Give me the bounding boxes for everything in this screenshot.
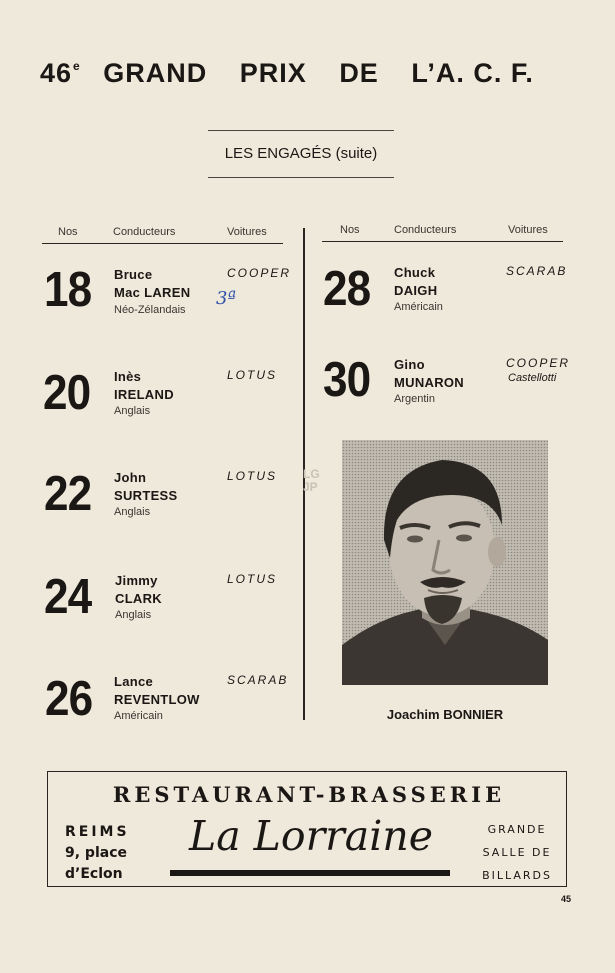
ad-title: RESTAURANT-BRASSERIE: [112, 782, 506, 807]
driver-last-name: Mac LAREN: [114, 285, 191, 300]
right-header-driver: Conducteurs: [394, 224, 457, 236]
edition-suffix: e: [73, 59, 81, 73]
title-word-4: L’A. C. F.: [411, 58, 534, 88]
driver-last-name: IRELAND: [114, 387, 174, 402]
driver-nationality: Américain: [114, 710, 163, 722]
driver-nationality: Anglais: [114, 506, 151, 518]
ad-underline-bar: [170, 870, 450, 876]
ad-address-line-1: 9, place: [65, 845, 127, 861]
restaurant-advertisement: [47, 771, 567, 887]
subtitle-bottom-rule: [208, 177, 394, 178]
stamp-line-2: JP: [303, 480, 318, 494]
right-header-no: Nos: [340, 224, 360, 236]
title-word-3: DE: [339, 58, 379, 88]
driver-nationality: Anglais: [115, 609, 152, 621]
ad-right-line-2: SALLE DE: [482, 846, 552, 859]
driver-last-name: DAIGH: [394, 283, 438, 298]
car-make: COOPER: [506, 356, 571, 370]
driver-first-name: Lance: [114, 674, 154, 689]
car-detail: Castellotti: [508, 372, 557, 384]
right-header-rule: [322, 241, 563, 242]
driver-portrait-photo: [342, 440, 548, 685]
car-make: LOTUS: [227, 572, 278, 586]
ad-city: REIMS: [65, 824, 130, 840]
driver-nationality: Néo-Zélandais: [114, 304, 186, 316]
page-number: 45: [561, 894, 572, 904]
car-number: 20: [43, 366, 91, 420]
car-number: 24: [44, 570, 92, 624]
page-title: [40, 58, 580, 89]
ad-address: [65, 822, 130, 885]
car-make: LOTUS: [227, 368, 278, 382]
left-header-no: Nos: [58, 226, 78, 238]
collector-stamp: [283, 468, 333, 504]
car-number: 18: [44, 263, 92, 317]
driver-first-name: Bruce: [114, 267, 153, 282]
car-make: SCARAB: [506, 264, 568, 278]
ad-right-line-3: BILLARDS: [482, 869, 552, 882]
driver-first-name: Jimmy: [115, 573, 158, 588]
driver-nationality: Américain: [394, 301, 443, 313]
page-subtitle: LES ENGAGÉS (suite): [224, 145, 378, 162]
car-number: 22: [44, 467, 92, 521]
car-number: 30: [323, 353, 371, 407]
driver-first-name: John: [114, 470, 147, 485]
title-word-2: PRIX: [239, 58, 307, 88]
car-make: COOPER: [227, 266, 292, 280]
handwritten-note: 3ª: [216, 288, 237, 309]
edition-number: 46: [40, 58, 73, 88]
car-make: SCARAB: [227, 673, 289, 687]
left-header-rule: [42, 243, 283, 244]
car-number: 26: [45, 672, 93, 726]
portrait-illustration: [342, 440, 548, 685]
subtitle-top-rule: [208, 130, 394, 131]
car-make: LOTUS: [227, 469, 278, 483]
driver-first-name: Inès: [114, 369, 142, 384]
driver-first-name: Chuck: [394, 265, 436, 280]
photo-caption: Joachim BONNIER: [386, 707, 504, 722]
ad-restaurant-name: La Lorraine: [188, 812, 434, 860]
stamp-line-1: LG: [303, 467, 320, 481]
driver-last-name: REVENTLOW: [114, 692, 200, 707]
right-header-car: Voitures: [508, 224, 548, 236]
driver-last-name: MUNARON: [394, 375, 464, 390]
left-header-driver: Conducteurs: [113, 226, 176, 238]
car-number: 28: [323, 262, 371, 316]
title-word-1: GRAND: [103, 58, 208, 88]
driver-first-name: Gino: [394, 357, 425, 372]
driver-nationality: Anglais: [114, 405, 151, 417]
driver-last-name: SURTESS: [114, 488, 178, 503]
ad-billiards: [482, 818, 552, 887]
driver-last-name: CLARK: [115, 591, 162, 606]
ad-right-line-1: GRANDE: [487, 823, 547, 836]
left-header-car: Voitures: [227, 226, 267, 238]
driver-nationality: Argentin: [394, 393, 435, 405]
ad-address-line-2: d’Eclon: [65, 866, 123, 882]
